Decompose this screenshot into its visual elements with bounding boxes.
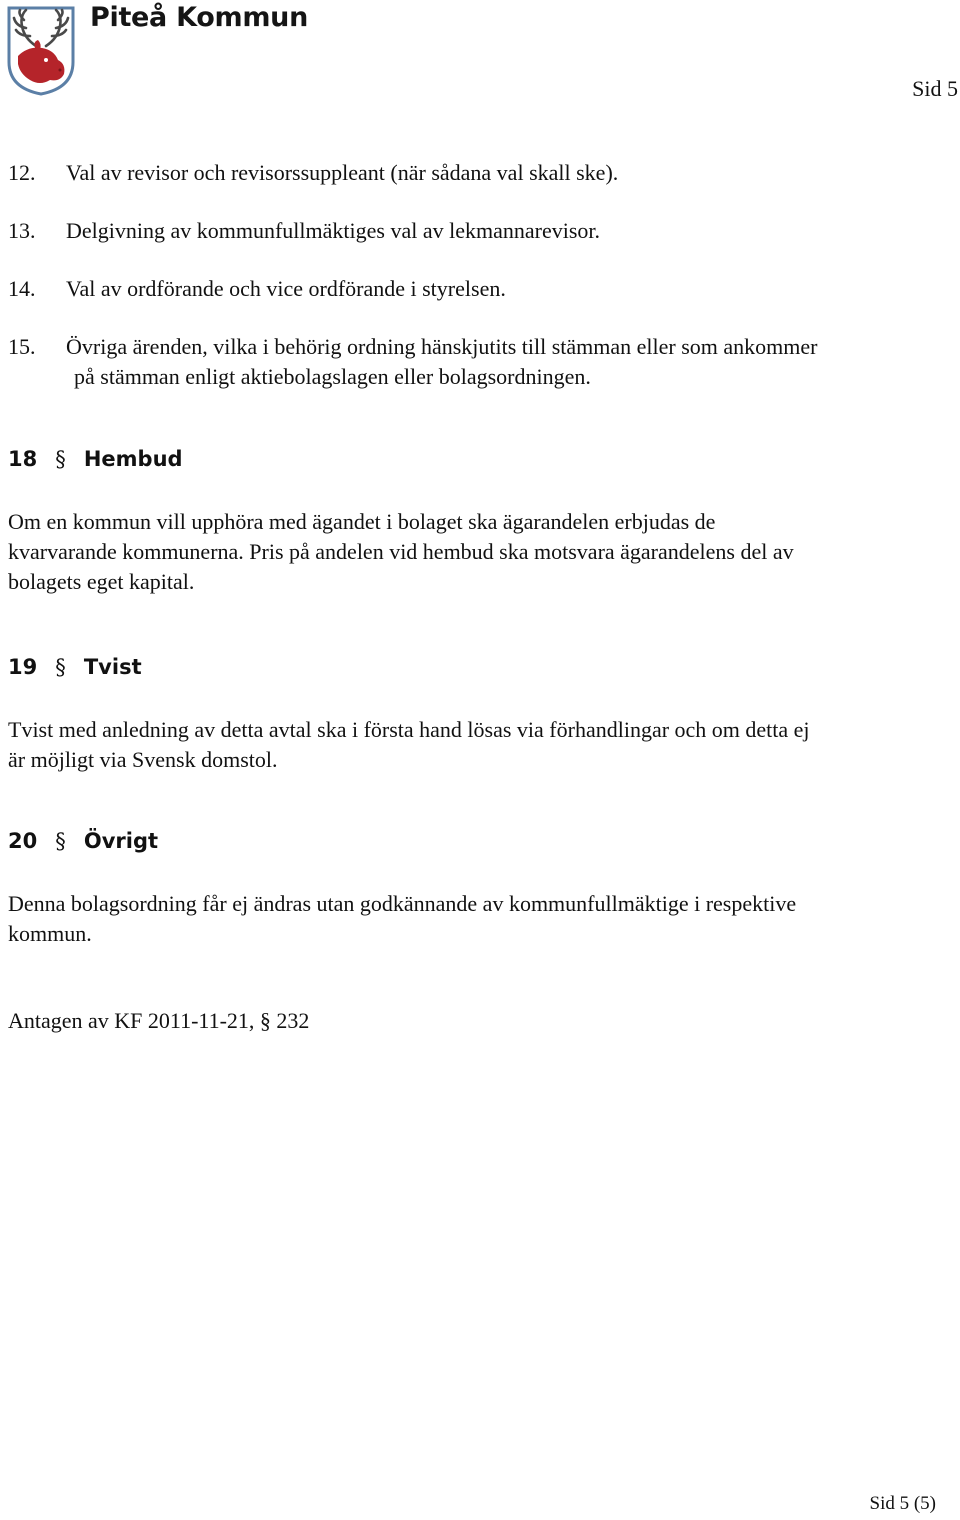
list-item-number: 13. — [8, 218, 36, 243]
list-item — [8, 158, 948, 188]
list-item — [8, 216, 948, 246]
paragraph-line: är möjligt via Svensk domstol. — [8, 747, 278, 772]
list-item-number: 15. — [8, 334, 36, 359]
list-item-number: 14. — [8, 276, 36, 301]
list-item-text: Val av revisor och revisorssuppleant (när sådana val skall ske). — [66, 160, 619, 185]
section-symbol: § — [55, 655, 66, 679]
list-item — [8, 332, 948, 392]
list-item-number: 12. — [8, 160, 36, 185]
section-paragraph-ovrigt — [8, 889, 943, 949]
paragraph-line: Denna bolagsordning får ej ändras utan godkännande av kommunfullmäktige i respektive — [8, 891, 797, 916]
section-paragraph-tvist — [8, 715, 943, 775]
list-item-text: Övriga ärenden, vilka i behörig ordning hänskjutits till stämman eller som ankommer — [66, 334, 818, 359]
section-symbol: § — [55, 447, 66, 471]
paragraph-line: kommun. — [8, 921, 92, 946]
section-number: 18 — [8, 447, 38, 471]
section-heading-tvist — [8, 655, 142, 679]
list-item-continuation: på stämman enligt aktiebolagslagen eller bolagsordningen. — [74, 364, 591, 389]
paragraph-line: bolagets eget kapital. — [8, 569, 195, 594]
list-item-text: Delgivning av kommunfullmäktiges val av lekmannarevisor. — [66, 218, 600, 243]
paragraph-line: kvarvarande kommunerna. Pris på andelen vid hembud ska motsvara ägarandelens del av — [8, 539, 794, 564]
section-paragraph-hembud — [8, 507, 943, 597]
section-number: 19 — [8, 655, 38, 679]
list-item-text: Val av ordförande och vice ordförande i styrelsen. — [66, 276, 506, 301]
list-item — [8, 274, 948, 304]
section-title: Övrigt — [83, 829, 159, 853]
section-heading-ovrigt — [8, 829, 158, 853]
section-title: Tvist — [83, 655, 142, 679]
section-title: Hembud — [83, 447, 183, 471]
page-footer: Sid 5 (5) — [869, 1493, 936, 1514]
paragraph-line: Tvist med anledning av detta avtal ska i första hand lösas via förhandlingar och om detta ej — [8, 717, 810, 742]
section-heading-hembud — [8, 447, 183, 471]
page-label: Sid 5 — [912, 76, 958, 101]
paragraph-line: Om en kommun vill upphöra med ägandet i bolaget ska ägarandelen erbjudas de — [8, 509, 716, 534]
reindeer-shield-icon — [6, 4, 76, 96]
brand-name: Piteå Kommun — [90, 2, 308, 33]
adoption-note: Antagen av KF 2011-11-21, § 232 — [8, 1008, 310, 1033]
section-symbol: § — [55, 829, 66, 853]
section-number: 20 — [8, 829, 38, 853]
